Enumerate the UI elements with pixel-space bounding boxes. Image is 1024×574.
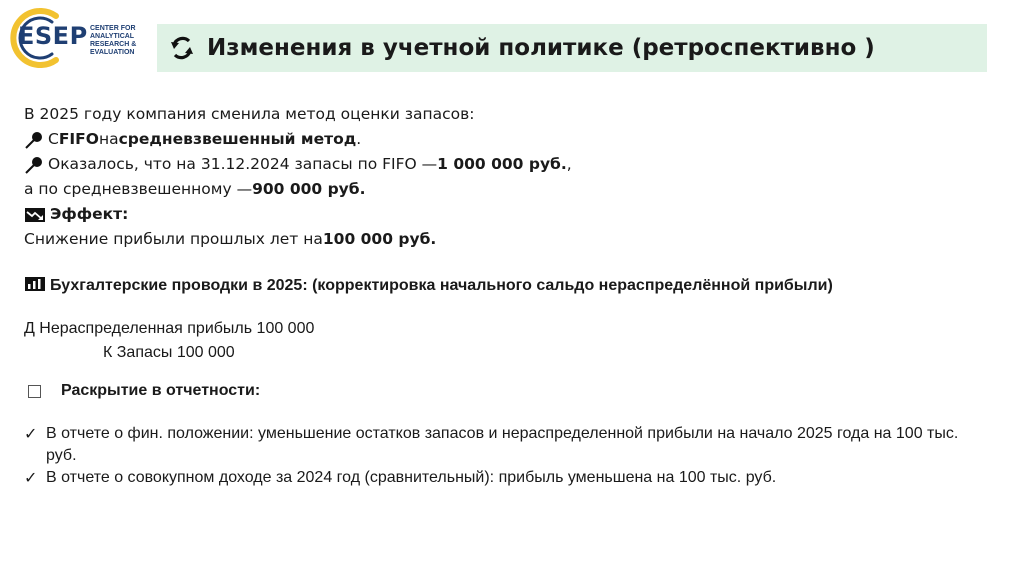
disclosure-heading: Раскрытие в отчетности: (24, 379, 1004, 403)
slide-body (24, 102, 1004, 489)
debit-entry: Д Нераспределенная прибыль 100 000 (24, 320, 315, 337)
esep-logo (8, 8, 158, 68)
pushpin-icon (24, 156, 44, 174)
sync-icon (167, 33, 197, 63)
intro-line-3: Оказалось, что на 31.12.2024 запасы по FIFO — 1 000 000 руб. , (24, 152, 1004, 177)
title-bar (157, 24, 987, 72)
bar-chart-icon (24, 276, 46, 292)
entries-heading: Бухгалтерские проводки в 2025: (корректировка начального сальдо нераспределённой прибыли) (24, 274, 1004, 297)
intro-line-6: Снижение прибыли прошлых лет на 100 000 руб. (24, 230, 437, 248)
checkmark-icon: ✓ (24, 468, 38, 487)
intro-line-4: а по средневзвешенному — 900 000 руб. (24, 180, 366, 198)
page-title: Изменения в учетной политике (ретроспективно ) (207, 35, 875, 61)
disclosure-list (24, 423, 1004, 489)
pushpin-icon (24, 131, 44, 149)
effect-heading: Эффект: (24, 202, 1004, 227)
logo-tagline: CENTER FOR ANALYTICAL RESEARCH & EVALUATION (90, 25, 137, 56)
chart-down-icon (24, 207, 46, 223)
logo-brand: ESEP (18, 22, 88, 50)
checkmark-icon: ✓ (24, 424, 38, 443)
intro-line-1: В 2025 году компания сменила метод оценки запасов: (24, 105, 475, 123)
checkbox-square-icon (28, 385, 41, 398)
list-item: ✓ В отчете о фин. положении: уменьшение остатков запасов и нераспределенной прибыли на начало 2025 года на 100 тыс. руб. (24, 423, 1004, 467)
credit-entry: К Запасы 100 000 (103, 344, 235, 361)
list-item: ✓ В отчете о совокупном доходе за 2024 год (сравнительный): прибыль уменьшена на 100 тыс. руб. (24, 468, 777, 487)
intro-line-2: С FIFO на средневзвешенный метод . (24, 127, 1004, 152)
